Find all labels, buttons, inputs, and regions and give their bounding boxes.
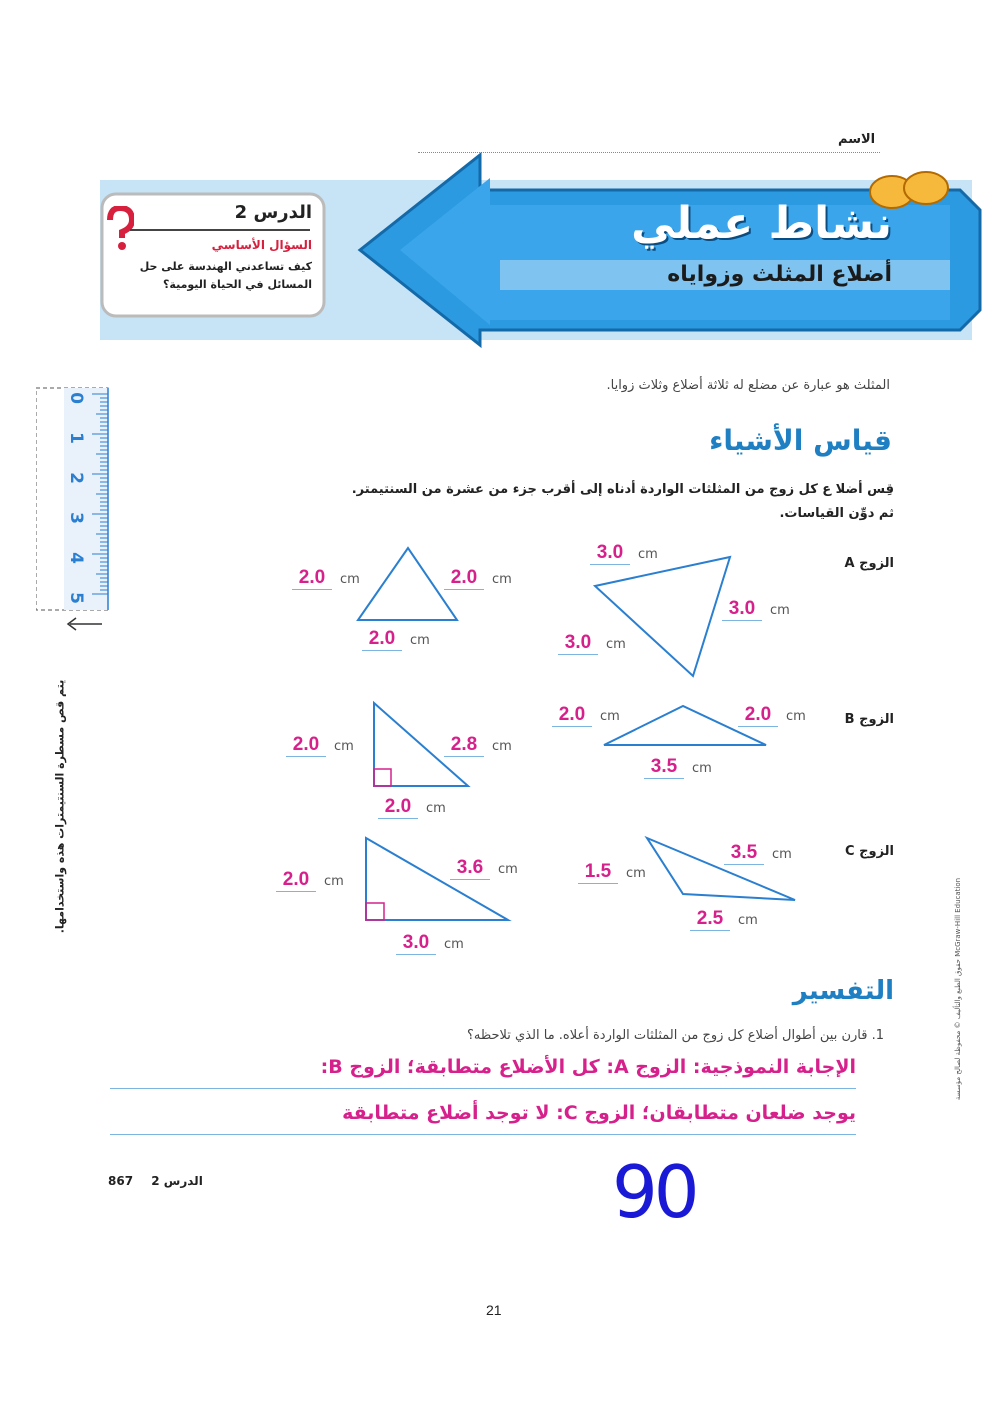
- measure-b-right-2: 2.0 cm: [738, 704, 806, 727]
- pair-a-label: الزوج A: [844, 556, 894, 571]
- measure-a-left-3: 2.0 cm: [362, 628, 430, 651]
- instructions-line1: قِس أضلا ع كل زوج من المثلثات الواردة أدناه إلى أقرب جزء من عشرة من السنتيمتر.: [351, 482, 894, 497]
- essential-question-label: السؤال الأساسي: [211, 238, 312, 252]
- pair-c-label: الزوج C: [845, 844, 894, 859]
- measure-a-right-2: 3.0 cm: [722, 598, 790, 621]
- right-angle-mark-b: [374, 769, 391, 786]
- answer-line-1: الإجابة النموذجية: الزوج A: كل الأضلاع متطابقة؛ الزوج B:: [320, 1056, 856, 1078]
- measure-c-right-3: 2.5 cm: [690, 908, 758, 931]
- name-label: الاسم: [838, 132, 876, 147]
- measure-c-right-2: 1.5 cm: [578, 861, 646, 884]
- measure-a-right-3: 3.0 cm: [558, 632, 626, 655]
- footer-page: 867: [108, 1174, 134, 1188]
- measure-c-left-2: 3.6 cm: [450, 857, 518, 880]
- ruler-number-0: 0: [65, 392, 86, 404]
- triangle-a-right: [595, 557, 730, 676]
- lesson-number: الدرس 2: [234, 202, 312, 223]
- question-1: 1. قارن بين أطوال أضلاع كل زوج من المثلثات الواردة أعلاه. ما الذي تلاحظه؟: [466, 1028, 884, 1043]
- measure-c-right-1: 3.5 cm: [724, 842, 792, 865]
- answer-line-2: يوجد ضلعان متطابقان؛ الزوج C: لا توجد أضلاع متطابقة: [342, 1102, 856, 1124]
- essential-question: كيف تساعدني الهندسة على حل المسائل في الحياة اليومية؟: [139, 260, 312, 291]
- activity-title: نشاط عملي: [631, 198, 892, 249]
- answer-rule-1: [110, 1088, 856, 1089]
- instructions-line2: ثم دوِّن القياسات.: [779, 506, 894, 521]
- measure-a-left-2: 2.0 cm: [444, 567, 512, 590]
- page-number: 21: [486, 1302, 502, 1318]
- footer-lesson: الدرس 2: [151, 1174, 203, 1188]
- interpretation-title: التفسير: [792, 976, 894, 1006]
- triangle-a-left: [358, 548, 457, 620]
- measure-c-left-1: 2.0 cm: [276, 869, 344, 892]
- copyright: حقوق الطبع والتأليف © محفوظة لصالح مؤسسة McGraw-Hill Education: [954, 877, 962, 1101]
- measure-a-right-1: 3.0 cm: [590, 542, 658, 565]
- arrow-left-icon: [64, 616, 104, 632]
- intro-text: المثلث هو عبارة عن مضلع له ثلاثة أضلاع وثلاث زوايا.: [606, 378, 890, 393]
- cutout-ruler: [36, 386, 112, 616]
- measure-c-left-3: 3.0 cm: [396, 932, 464, 955]
- ruler-caption: يتم قص مسطرة السنتيمترات هذه واستخدامها.: [53, 679, 67, 934]
- measure-b-left-2: 2.8 cm: [444, 734, 512, 757]
- measure-b-left-1: 2.0 cm: [286, 734, 354, 757]
- ruler-number-4: 4: [65, 552, 86, 564]
- grade-handwritten: 90: [612, 1150, 696, 1234]
- footer: [108, 1174, 203, 1188]
- ruler-number-1: 1: [65, 432, 86, 444]
- ruler-number-5: 5: [65, 592, 86, 604]
- ruler-number-2: 2: [65, 472, 86, 484]
- activity-subtitle: أضلاع المثلث وزواياه: [667, 262, 892, 287]
- section-title: قياس الأشياء: [709, 424, 892, 457]
- measure-b-right-1: 2.0 cm: [552, 704, 620, 727]
- answer-rule-2: [110, 1134, 856, 1135]
- measure-a-left-1: 2.0 cm: [292, 567, 360, 590]
- measure-b-right-3: 3.5 cm: [644, 756, 712, 779]
- ruler-number-3: 3: [65, 512, 86, 524]
- right-angle-mark-c: [366, 903, 384, 920]
- pair-b-label: الزوج B: [844, 712, 894, 727]
- measure-b-left-3: 2.0 cm: [378, 796, 446, 819]
